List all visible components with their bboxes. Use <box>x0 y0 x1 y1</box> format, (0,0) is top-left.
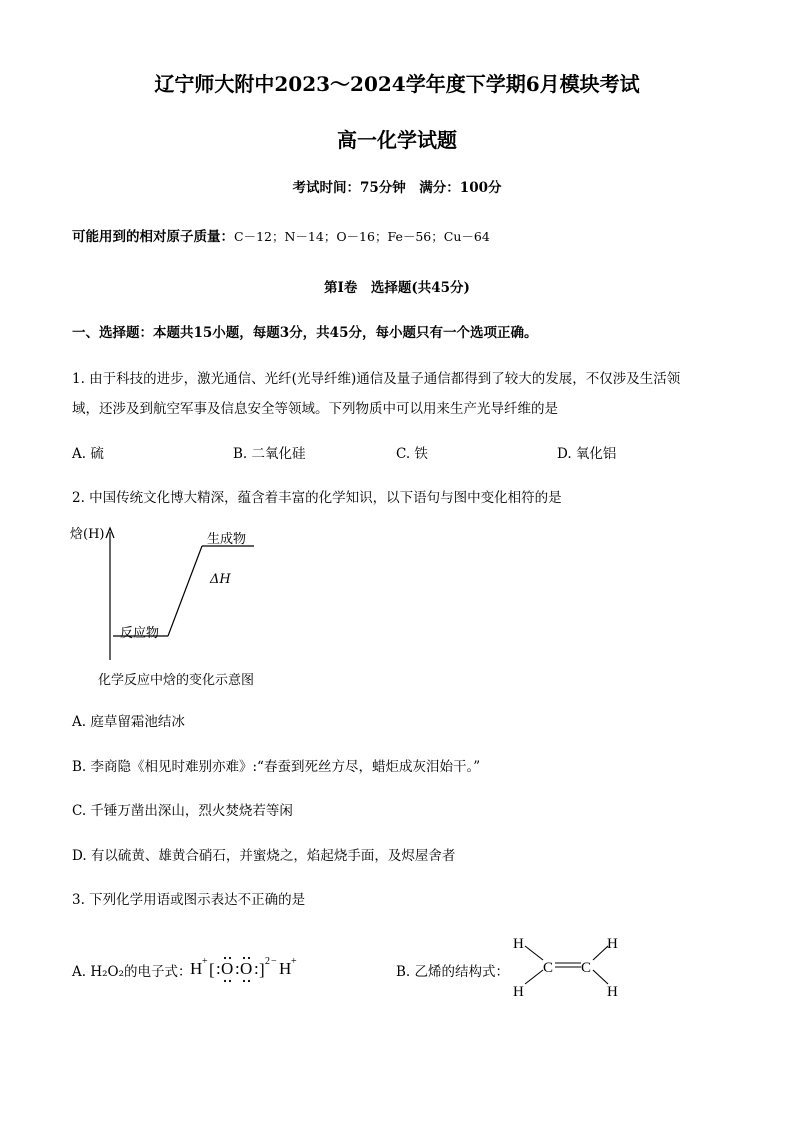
diagram-caption: 化学反应中焓的变化示意图 <box>98 673 255 688</box>
h2o2-electron-formula-svg <box>188 948 318 988</box>
question-3-option-a-label: A. H₂O₂的电子式： <box>72 964 192 980</box>
svg-text:H: H <box>279 959 292 978</box>
svg-text:O: O <box>240 959 253 978</box>
svg-text:−: − <box>271 956 277 967</box>
svg-text:+: + <box>202 956 208 967</box>
enthalpy-rise-line <box>168 546 202 636</box>
svg-text:[: [ <box>209 960 215 979</box>
ethylene-structural-formula <box>508 930 628 1000</box>
svg-text:H: H <box>607 936 618 952</box>
question-1-option-c: C. 铁 <box>396 446 428 462</box>
svg-text:]: ] <box>259 960 265 979</box>
question-1-option-d: D. 氧化铝 <box>557 446 617 462</box>
exam-subtitle: 高一化学试题 <box>337 128 457 152</box>
part-title: 第Ⅰ卷 选择题(共45分) <box>324 280 470 296</box>
svg-text:H: H <box>513 936 524 952</box>
enthalpy-diagram-svg <box>68 522 288 692</box>
question-1-option-a: A. 硫 <box>72 446 104 462</box>
question-3-option-b-label: B. 乙烯的结构式： <box>396 964 510 980</box>
svg-text:H: H <box>513 984 524 1000</box>
h2o2-electron-formula <box>188 948 318 988</box>
exam-info: 考试时间：75分钟 满分：100分 <box>292 180 502 196</box>
svg-text:C: C <box>581 960 592 976</box>
question-2-option-c: C. 千锤万凿出深山，烈火焚烧若等闲 <box>72 803 293 819</box>
section-instructions: 一、选择题：本题共15小题，每题3分，共45分，每小题只有一个选项正确。 <box>72 325 538 341</box>
svg-text:O: O <box>221 959 234 978</box>
reactant-label: 反应物 <box>120 626 160 641</box>
svg-text:2: 2 <box>265 956 270 967</box>
enthalpy-diagram <box>68 522 288 692</box>
exam-title: 辽宁师大附中2023～2024学年度下学期6月模块考试 <box>154 72 640 96</box>
question-1-stem-line2: 域，还涉及到航空军事及信息安全等领域。下列物质中可以用来生产光导纤维的是 <box>72 401 558 417</box>
question-2-option-a: A. 庭草留霜池结冰 <box>72 714 185 730</box>
question-2-option-b: B. 李商隐《相见时难别亦难》:“春蚕到死丝方尽，蜡炬成灰泪始干。” <box>72 759 481 775</box>
question-2-option-d: D. 有以硫黄、雄黄合硝石，并蜜烧之，焰起烧手面，及烬屋舍者 <box>72 848 456 864</box>
atomic-mass-label: 可能用到的相对原子质量： <box>72 229 234 245</box>
svg-text:C: C <box>543 960 554 976</box>
question-1-stem-line1: 1. 由于科技的进步，激光通信、光纤(光导纤维)通信及量子通信都得到了较大的发展，不仅涉及生活领 <box>72 371 681 387</box>
y-axis-label: 焓(H) <box>70 527 105 542</box>
question-1-option-b: B. 二氧化硅 <box>233 446 306 462</box>
svg-text:H: H <box>607 984 618 1000</box>
product-label: 生成物 <box>207 532 247 547</box>
svg-text:H: H <box>190 959 203 978</box>
atomic-mass-values: C－12；N－14；O－16；Fe－56；Cu－64 <box>234 229 490 244</box>
atomic-mass-line <box>72 225 490 245</box>
svg-text::: : <box>235 959 240 978</box>
svg-text:+: + <box>291 956 297 967</box>
ethylene-structural-formula-svg <box>508 930 628 1000</box>
question-3-stem: 3. 下列化学用语或图示表达不正确的是 <box>72 892 306 908</box>
question-2-stem: 2. 中国传统文化博大精深，蕴含着丰富的化学知识，以下语句与图中变化相符的是 <box>72 490 562 506</box>
svg-text::: : <box>216 959 221 978</box>
delta-h-label: ΔH <box>210 572 231 587</box>
svg-text::: : <box>254 959 259 978</box>
